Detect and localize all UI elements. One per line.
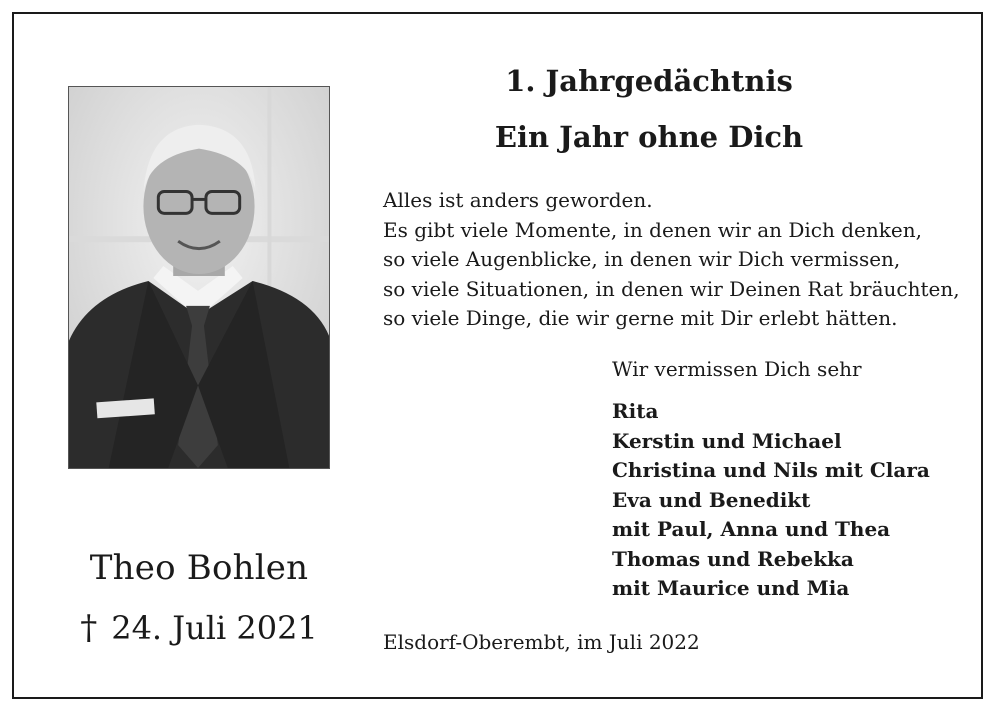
portrait-illustration bbox=[69, 87, 329, 468]
cross-icon: † bbox=[80, 608, 98, 648]
family-member: mit Paul, Anna und Thea bbox=[612, 517, 891, 541]
deceased-name: Theo Bohlen bbox=[89, 548, 309, 588]
family-member: mit Maurice und Mia bbox=[612, 576, 850, 600]
family-member: Christina und Nils mit Clara bbox=[612, 458, 930, 482]
family-member: Kerstin und Michael bbox=[612, 428, 842, 453]
anniversary-title: 1. Jahrgedächtnis bbox=[505, 64, 793, 98]
family-member: Thomas und Rebekka bbox=[612, 546, 854, 571]
death-date-line bbox=[68, 608, 330, 648]
death-date: 24. Juli 2021 bbox=[111, 609, 318, 647]
verse-line: so viele Situationen, in denen wir Deinen Rat bräuchten, bbox=[383, 276, 960, 301]
portrait-photo bbox=[68, 86, 330, 469]
verse-line: Alles ist anders geworden. bbox=[383, 188, 653, 212]
family-member: Rita bbox=[612, 399, 659, 423]
verse-line: Es gibt viele Momente, in denen wir an Dich denken, bbox=[383, 217, 922, 242]
closing-phrase: Wir vermissen Dich sehr bbox=[612, 357, 862, 381]
verse-line: so viele Dinge, die wir gerne mit Dir erlebt hätten. bbox=[383, 306, 898, 330]
anniversary-subtitle: Ein Jahr ohne Dich bbox=[494, 120, 804, 154]
place-and-date: Elsdorf-Oberembt, im Juli 2022 bbox=[383, 630, 700, 654]
verse-line: so viele Augenblicke, in denen wir Dich vermissen, bbox=[383, 247, 901, 271]
family-member: Eva und Benedikt bbox=[612, 487, 811, 512]
memorial-verse bbox=[383, 186, 973, 334]
family-list bbox=[612, 397, 930, 604]
